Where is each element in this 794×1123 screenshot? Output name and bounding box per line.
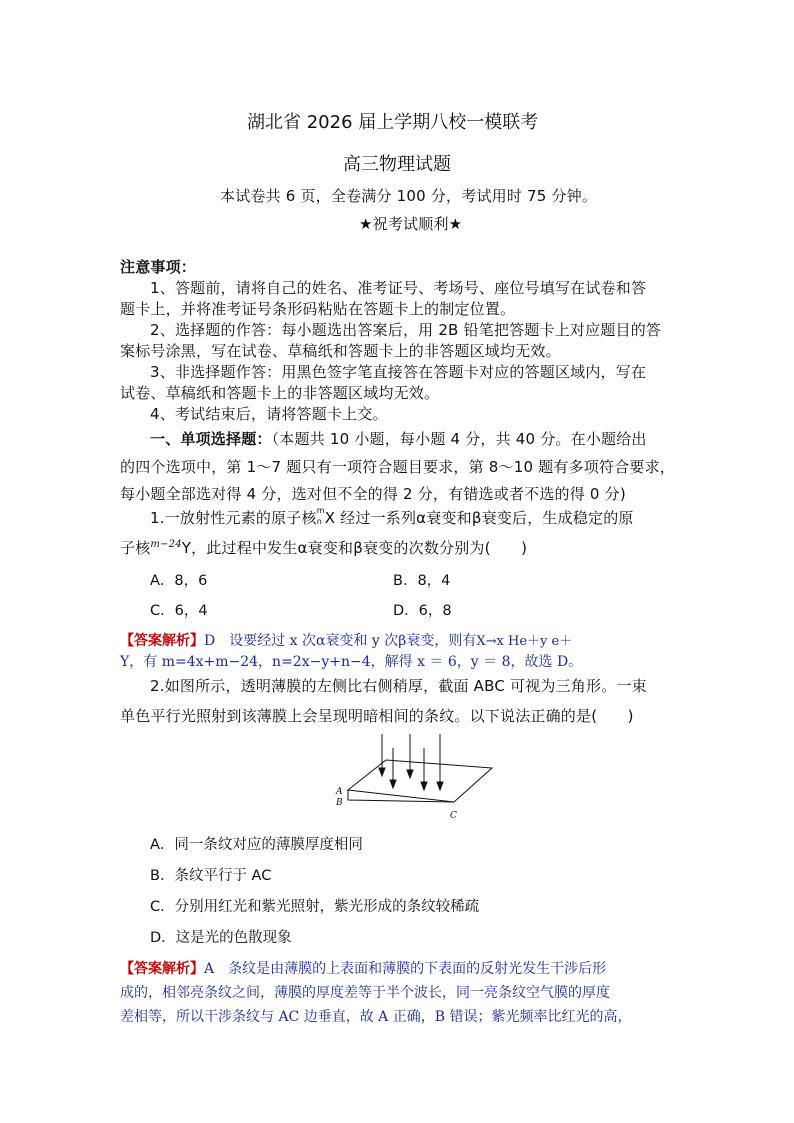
- q1-stem-line-2-b: Y，此过程中发生α衰变和β衰变的次数分别为( ): [181, 539, 528, 557]
- q1-stem-line-1: [150, 507, 634, 528]
- label-c: C: [450, 811, 457, 821]
- q2-option-a: A．同一条纹对应的薄膜厚度相同: [150, 837, 363, 853]
- q1-stem-b: X 经过一系列α衰变和β衰变后，生成稳定的原: [324, 509, 634, 527]
- exam-info: 本试卷共 6 页，全卷满分 100 分，考试用时 75 分钟。: [220, 187, 598, 205]
- thin-film-figure: [330, 732, 500, 822]
- q1-stem-a: 1.一放射性元素的原子核: [150, 509, 317, 527]
- q2-answer-tag: 【答案解析】: [120, 961, 204, 977]
- q1-answer-line-1: [120, 630, 572, 650]
- q1-option-c: C．6，4: [150, 603, 208, 619]
- q2-stem-line-2: 单色平行光照射到该薄膜上会呈现明暗相间的条纹。以下说法正确的是( ): [120, 707, 634, 725]
- label-a: A: [336, 787, 343, 797]
- q1-nuclide-charge: n: [316, 517, 322, 526]
- q2-answer-line-1: [120, 958, 606, 978]
- q1-stem-line-2-a: 子核: [120, 539, 151, 557]
- section-1-line-3: 每小题全部选对得 4 分，选对但不全的得 2 分，有错选或者不选的得 0 分): [120, 485, 626, 503]
- section-1-line-2: 的四个选项中，第 1～7 题只有一项符合题目要求，第 8～10 题有多项符合要求，: [120, 458, 675, 476]
- section-1-line-1: [150, 428, 647, 449]
- section-1-heading: 一、单项选择题：: [150, 430, 272, 448]
- exam-wish: ★祝考试顺利★: [359, 215, 463, 233]
- q2-answer-line-2: 成的，相邻亮条纹之间，薄膜的厚度差等于半个波长，同一亮条纹空气膜的厚度: [120, 985, 610, 1001]
- note-1-line-1: 1、答题前，请将自己的姓名、准考证号、考场号、座位号填写在试卷和答: [150, 279, 647, 297]
- notes-heading: 注意事项：: [120, 258, 197, 276]
- q1-answer-text: D 设要经过 x 次α衰变和 y 次β衰变，则有: [204, 633, 477, 649]
- note-3-line-2: 试卷、草稿纸和答题卡上的非答题区域均无效。: [120, 384, 440, 402]
- q1-option-d: D．6，8: [393, 603, 452, 619]
- q1-stem-line-2: [120, 537, 527, 558]
- q2-stem-line-1: 2.如图所示，透明薄膜的左侧比右侧稍厚，截面 ABC 可视为三角形。一束: [150, 677, 647, 695]
- q1-answer-tag: 【答案解析】: [120, 633, 204, 649]
- q1-nuclide-index: [316, 506, 325, 526]
- q1-option-a: A．8，6: [150, 573, 208, 589]
- q1-answer-equation: X→x He＋y e＋: [476, 634, 573, 649]
- label-b: B: [336, 798, 343, 808]
- subject-title: 高三物理试题: [343, 154, 451, 175]
- q1-product-mass: m−24: [150, 539, 182, 550]
- q2-option-b: B．条纹平行于 AC: [150, 868, 272, 884]
- q2-option-c: C．分别用红光和紫光照射，紫光形成的条纹较稀疏: [150, 899, 480, 915]
- q1-option-b: B．8，4: [393, 573, 451, 589]
- q2-answer-line-3: 差相等，所以干涉条纹与 AC 边垂直，故 A 正确，B 错误；紫光频率比红光的高，: [120, 1009, 632, 1025]
- section-1-intro: （本题共 10 小题，每小题 4 分，共 40 分。在小题给出: [271, 430, 647, 448]
- note-1-line-2: 题卡上，并将准考证号条形码粘贴在答题卡上的制定位置。: [120, 300, 516, 318]
- q1-nuclide-mass: m: [316, 506, 325, 515]
- note-4: 4、考试结束后，请将答题卡上交。: [150, 405, 388, 423]
- note-2-line-1: 2、选择题的作答：每小题选出答案后，用 2B 铅笔把答题卡上对应题目的答: [150, 321, 662, 339]
- film-top-surface: [348, 760, 492, 802]
- note-2-line-2: 案标号涂黑，写在试卷、草稿纸和答题卡上的非答题区域均无效。: [120, 342, 561, 360]
- note-3-line-1: 3、非选择题作答：用黑色签字笔直接答在答题卡对应的答题区域内，写在: [150, 363, 647, 381]
- q1-answer-line-2: Y，有 m=4x+m−24，n=2x−y+n−4，解得 x ＝ 6，y ＝ 8，故选 D。: [120, 654, 583, 670]
- exam-title: 湖北省 2026 届上学期八校一模联考: [247, 112, 539, 133]
- q2-option-d: D．这是光的色散现象: [150, 930, 292, 946]
- q2-answer-text: A 条纹是由薄膜的上表面和薄膜的下表面的反射光发生干涉后形: [204, 961, 607, 977]
